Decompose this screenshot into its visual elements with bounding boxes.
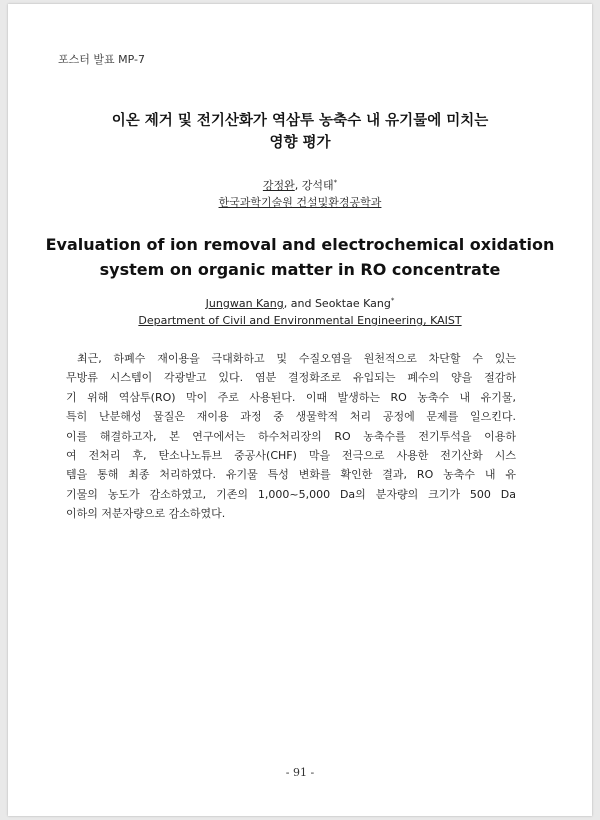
page-number: - 91 - (285, 766, 315, 779)
title-korean-line-1: 이온 제거 및 전기산화가 역삼투 농축수 내 유기물에 미치는 (111, 113, 489, 129)
abstract-line: 이하의 저분자량으로 감소하였다. (66, 507, 226, 521)
title-english (8, 232, 592, 282)
paper-page (8, 4, 592, 816)
title-korean-line-2: 영향 평가 (269, 135, 331, 151)
author-separator-english: , and (283, 297, 315, 310)
affiliation-english: Department of Civil and Environmental Engineering, KAIST (138, 314, 462, 327)
abstract-paragraph (66, 349, 516, 524)
corresponding-author-mark-english: * (390, 296, 395, 305)
authors-english (8, 295, 592, 329)
author-names-korean (8, 177, 592, 194)
poster-session-label: 포스터 발표 MP-7 (58, 53, 145, 66)
abstract-line: 무방류 시스템이 각광받고 있다. 염분 결정화조로 유입되는 폐수의 양을 절감하 (66, 371, 516, 385)
abstract-line: 기 위해 역삼투(RO) 막이 주로 사용된다. 이때 발생하는 RO 농축수 내 유기물, (66, 390, 516, 404)
abstract-line: 템을 통해 최종 처리하였다. 유기물 특성 변화를 확인한 결과, RO 농축수 내 유 (66, 468, 516, 482)
author-1-english: Jungwan Kang (205, 297, 284, 310)
author-2-korean: 강석태 (301, 179, 334, 192)
author-separator-korean: , (294, 179, 302, 192)
author-2-english: Seoktae Kang (314, 297, 391, 310)
author-1-korean: 강정완 (262, 179, 295, 192)
abstract-line: 특히 난분해성 물질은 재이용 과정 중 생물학적 처리 공정에 문제를 일으킨다. (66, 410, 516, 424)
corresponding-author-mark-korean: * (333, 178, 338, 187)
abstract-line: 이를 해결하고자, 본 연구에서는 하수처리장의 RO 농축수를 전기투석을 이용하 (66, 429, 516, 443)
title-english-line-2: system on organic matter in RO concentrate (99, 260, 501, 279)
affiliation-korean: 한국과학기술원 건설및환경공학과 (218, 196, 382, 209)
author-names-english (8, 295, 592, 312)
title-korean (8, 110, 592, 154)
abstract-line: 기물의 농도가 감소하였고, 기존의 1,000~5,000 Da의 분자량의 크기가 500 Da (66, 487, 516, 501)
authors-korean (8, 177, 592, 211)
abstract-line: 최근, 하폐수 재이용을 극대화하고 및 수질오염을 원천적으로 차단할 수 있는 (77, 352, 516, 365)
abstract-line: 여 전처리 후, 탄소나노튜브 중공사(CHF) 막을 전극으로 사용한 전기산화 시스 (66, 449, 516, 463)
title-english-line-1: Evaluation of ion removal and electrochemical oxidation (45, 235, 555, 254)
